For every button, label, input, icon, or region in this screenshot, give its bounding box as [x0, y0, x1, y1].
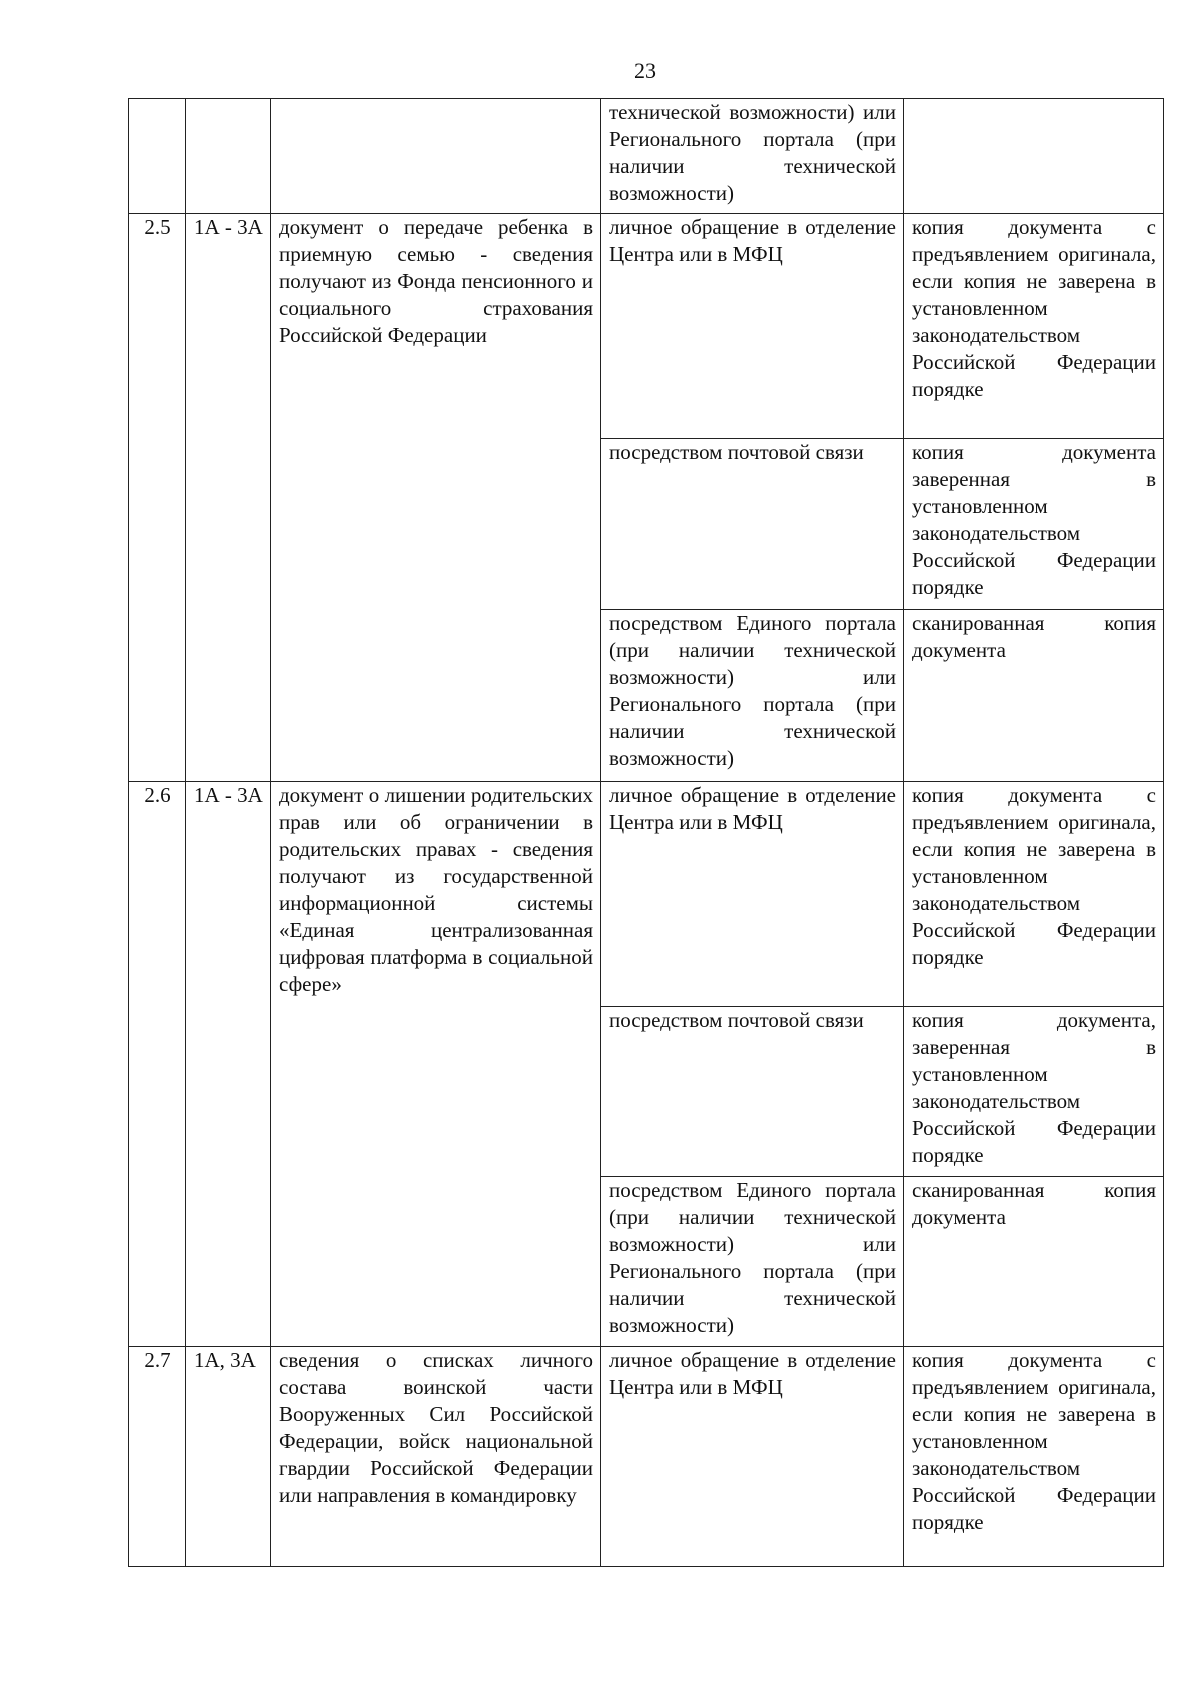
document-description: сведения о списках личного состава воинской части Вооруженных Сил Российской Федерации, войск национальной гвардии Российской Федерации или направления в командировку — [271, 1347, 601, 1567]
num-cell — [129, 99, 186, 214]
page-number: 23 — [634, 58, 656, 83]
document-form: копия документа с предъявлением оригинала, если копия не заверена в установленном законодательством Российской Федерации порядке — [904, 214, 1164, 439]
document-description: документ о передаче ребенка в приемную семью - сведения получают из Фонда пенсионного и социального страхования Российской Федерации — [271, 214, 601, 782]
row-number: 2.7 — [129, 1347, 186, 1567]
applicant-group: 1А - 3А — [186, 214, 271, 782]
submission-way: посредством почтовой связи — [601, 439, 904, 610]
group-cell — [186, 99, 271, 214]
submission-way-cell: технической возможности) или Регионального портала (при наличии технической возможности) — [601, 99, 904, 214]
submission-way: посредством Единого портала (при наличии технической возможности) или Регионального портала (при наличии технической возможности) — [601, 610, 904, 782]
table-row-continuation — [129, 99, 1164, 214]
document-form: копия документа заверенная в установленном законодательством Российской Федерации порядке — [904, 439, 1164, 610]
document-form: сканированная копия документа — [904, 610, 1164, 782]
document-description: документ о лишении родительских прав или об ограничении в родительских правах - сведения получают из государственной информационной системы «Единая централизованная цифровая платформа в социальной сфере» — [271, 782, 601, 1347]
row-number: 2.5 — [129, 214, 186, 782]
table-row-2-6 — [129, 782, 1164, 1007]
document-form: сканированная копия документа — [904, 1177, 1164, 1347]
document-cell — [271, 99, 601, 214]
applicant-group: 1А, 3А — [186, 1347, 271, 1567]
submission-way: посредством Единого портала (при наличии технической возможности) или Регионального портала (при наличии технической возможности) — [601, 1177, 904, 1347]
submission-way: личное обращение в отделение Центра или в МФЦ — [601, 1347, 904, 1567]
applicant-group: 1А - 3А — [186, 782, 271, 1347]
documents-table — [128, 98, 1164, 1567]
document-form: копия документа, заверенная в установленном законодательством Российской Федерации порядке — [904, 1007, 1164, 1177]
table-row-2-7 — [129, 1347, 1164, 1567]
submission-way: личное обращение в отделение Центра или в МФЦ — [601, 782, 904, 1007]
document-form: копия документа с предъявлением оригинала, если копия не заверена в установленном законодательством Российской Федерации порядке — [904, 1347, 1164, 1567]
submission-way: личное обращение в отделение Центра или в МФЦ — [601, 214, 904, 439]
submission-way: посредством почтовой связи — [601, 1007, 904, 1177]
document-form: копия документа с предъявлением оригинала, если копия не заверена в установленном законодательством Российской Федерации порядке — [904, 782, 1164, 1007]
document-form-cell — [904, 99, 1164, 214]
row-number: 2.6 — [129, 782, 186, 1347]
table-row-2-5 — [129, 214, 1164, 439]
